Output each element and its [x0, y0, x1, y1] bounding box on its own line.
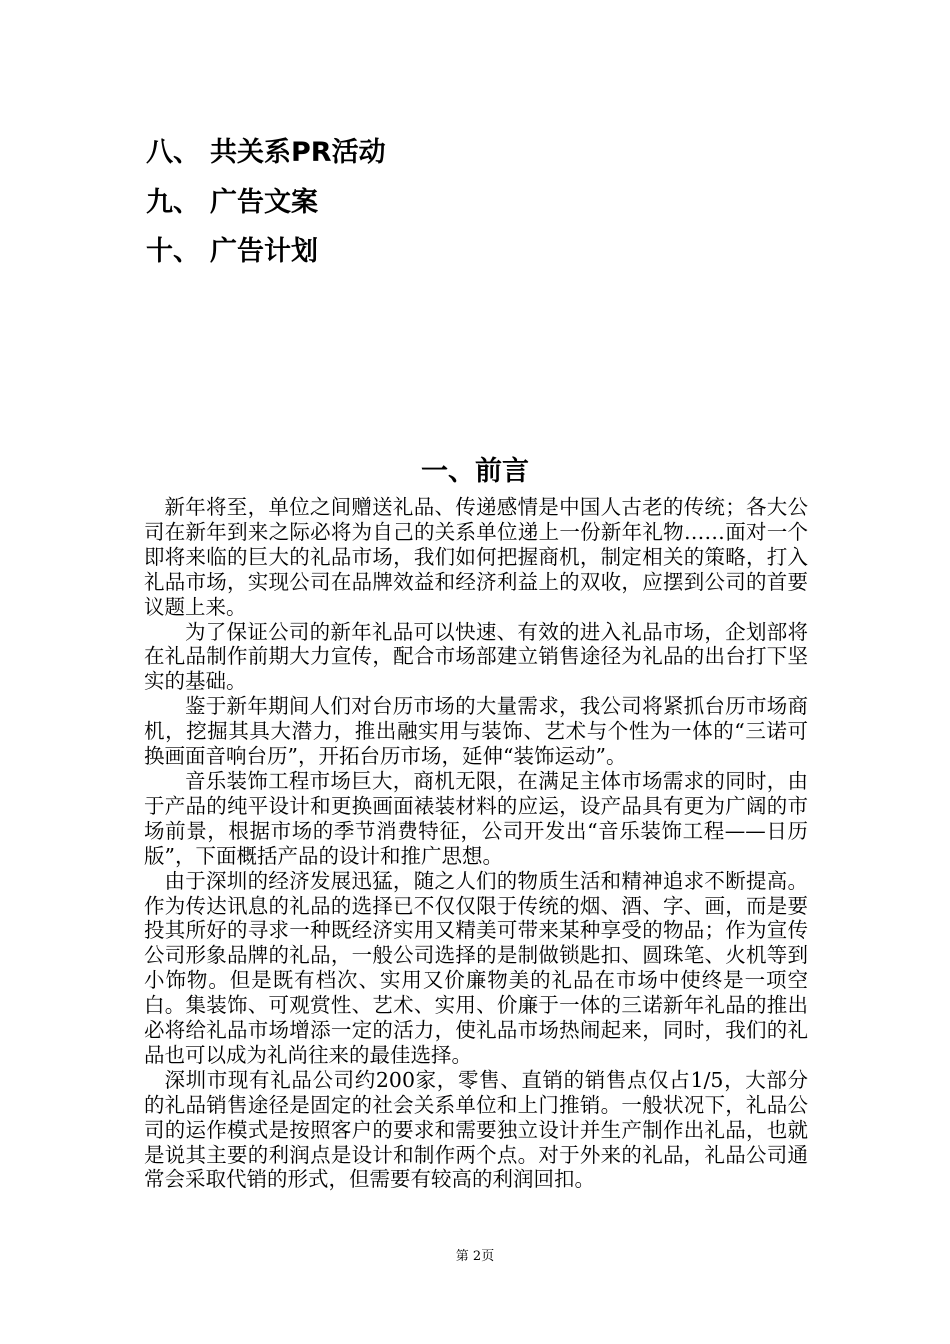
- paragraph: 新年将至，单位之间赠送礼品、传递感情是中国人古老的传统；各大公司在新年到来之际必将为自己的关系单位递上一份新年礼物……面对一个即将来临的巨大的礼品市场，我们如何把握商机，制定相关的策略，打入礼品市场，实现公司在品牌效益和经济利益上的双收，应摆到公司的首要议题上来。: [144, 495, 808, 619]
- toc-item-label: 广告计划: [210, 236, 318, 267]
- paragraph: 鉴于新年期间人们对台历市场的大量需求，我公司将紧抓台历市场商机，挖掘其具大潜力，推出融实用与装饰、艺术与个性为一体的“三诺可换画面音响台历”，开拓台历市场，延伸“装饰运动”。: [144, 694, 808, 769]
- paragraph: 音乐装饰工程市场巨大，商机无限，在满足主体市场需求的同时，由于产品的纯平设计和更换画面裱装材料的应运，设产品具有更为广阔的市场前景，根据市场的季节消费特征，公司开发出“音乐装饰工程——日历版”，下面概括产品的设计和推广思想。: [144, 768, 808, 868]
- body-text: [144, 495, 808, 1192]
- paragraph: 由于深圳的经济发展迅猛，随之人们的物质生活和精神追求不断提高。作为传达讯息的礼品的选择已不仅仅限于传统的烟、酒、字、画，而是要投其所好的寻求一种既经济实用又精美可带来某种享受的物品；作为宣传公司形象品牌的礼品，一般公司选择的是制做锁匙扣、圆珠笔、火机等到小饰物。但是既有档次、实用又价廉物美的礼品在市场中使终是一项空白。集装饰、可观赏性、艺术、实用、价廉于一体的三诺新年礼品的推出必将给礼品市场增添一定的活力，使礼品市场热闹起来，同时，我们的礼品也可以成为礼尚往来的最佳选择。: [144, 868, 808, 1067]
- toc-item-number: 八、: [146, 137, 200, 168]
- paragraph: 为了保证公司的新年礼品可以快速、有效的进入礼品市场，企划部将在礼品制作前期大力宣传，配合市场部建立销售途径为礼品的出台打下坚实的基础。: [144, 619, 808, 694]
- toc-item: [146, 128, 646, 178]
- toc-item-number: 十、: [146, 236, 200, 267]
- toc-item: [146, 178, 646, 228]
- page-number-footer: 第 2页: [455, 1249, 495, 1264]
- section-title: 一、前言: [421, 456, 529, 487]
- paragraph: 深圳市现有礼品公司约200家，零售、直销的销售点仅占1/5，大部分的礼品销售途径是固定的社会关系单位和上门推销。一般状况下，礼品公司的运作模式是按照客户的要求和需要独立设计并生产制作出礼品，也就是说其主要的利润点是设计和制作两个点。对于外来的礼品，礼品公司通常会采取代销的形式，但需要有较高的利润回扣。: [144, 1067, 808, 1192]
- toc-item: [146, 227, 646, 277]
- toc-item-number: 九、: [146, 186, 200, 218]
- table-of-contents: [146, 128, 646, 277]
- toc-item-label: 广告文案: [210, 186, 318, 218]
- toc-item-label: 共关系PR活动: [210, 137, 386, 168]
